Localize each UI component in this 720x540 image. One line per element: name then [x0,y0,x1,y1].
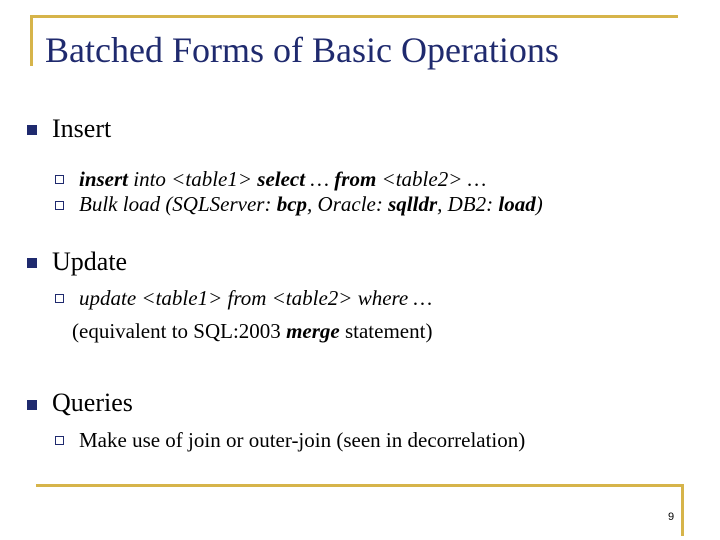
keyword-bcp: bcp [276,192,308,216]
bulk-load-mid: , Oracle: [307,192,389,216]
insert-into-table-text: into <table1> [128,167,258,191]
update-equivalent-suffix: statement) [339,319,433,343]
update-line-1: update <table1> from <table2> where … [79,286,433,310]
keyword-merge: merge [286,319,340,343]
update-equivalent-prefix: (equivalent to SQL:2003 [72,319,287,343]
update-heading: Update [52,247,128,276]
bullet-square-icon [27,400,37,410]
insert-line-1 [79,166,486,192]
queries-line-1: Make use of join or outer-join (seen in decorrelation) [79,428,526,452]
sub-bullet-square-icon [55,201,64,210]
keyword-load: load [498,192,536,216]
page-number: 9 [668,511,675,523]
insert-heading: Insert [52,114,112,143]
keyword-from: from [334,167,377,191]
frame-right-rule [681,484,684,536]
frame-top-rule [30,15,678,18]
insert-ellipsis-text: … [305,167,335,191]
frame-left-rule [30,15,33,66]
keyword-insert: insert [79,167,129,191]
sub-bullet-square-icon [55,436,64,445]
sub-bullet-square-icon [55,294,64,303]
frame-bottom-rule [36,484,684,487]
queries-heading: Queries [52,388,133,417]
keyword-sqlldr: sqlldr [388,192,438,216]
keyword-select: select [257,167,306,191]
insert-table2-text: <table2> … [376,167,487,191]
bulk-load-mid2: , DB2: [437,192,499,216]
slide-title: Batched Forms of Basic Operations [45,30,559,70]
bullet-square-icon [27,258,37,268]
bulk-load-prefix: Bulk load (SQLServer: [79,192,277,216]
sub-bullet-square-icon [55,175,64,184]
bulk-load-suffix: ) [535,192,543,216]
bullet-square-icon [27,125,37,135]
insert-line-2 [79,191,543,217]
update-line-2 [72,318,432,344]
